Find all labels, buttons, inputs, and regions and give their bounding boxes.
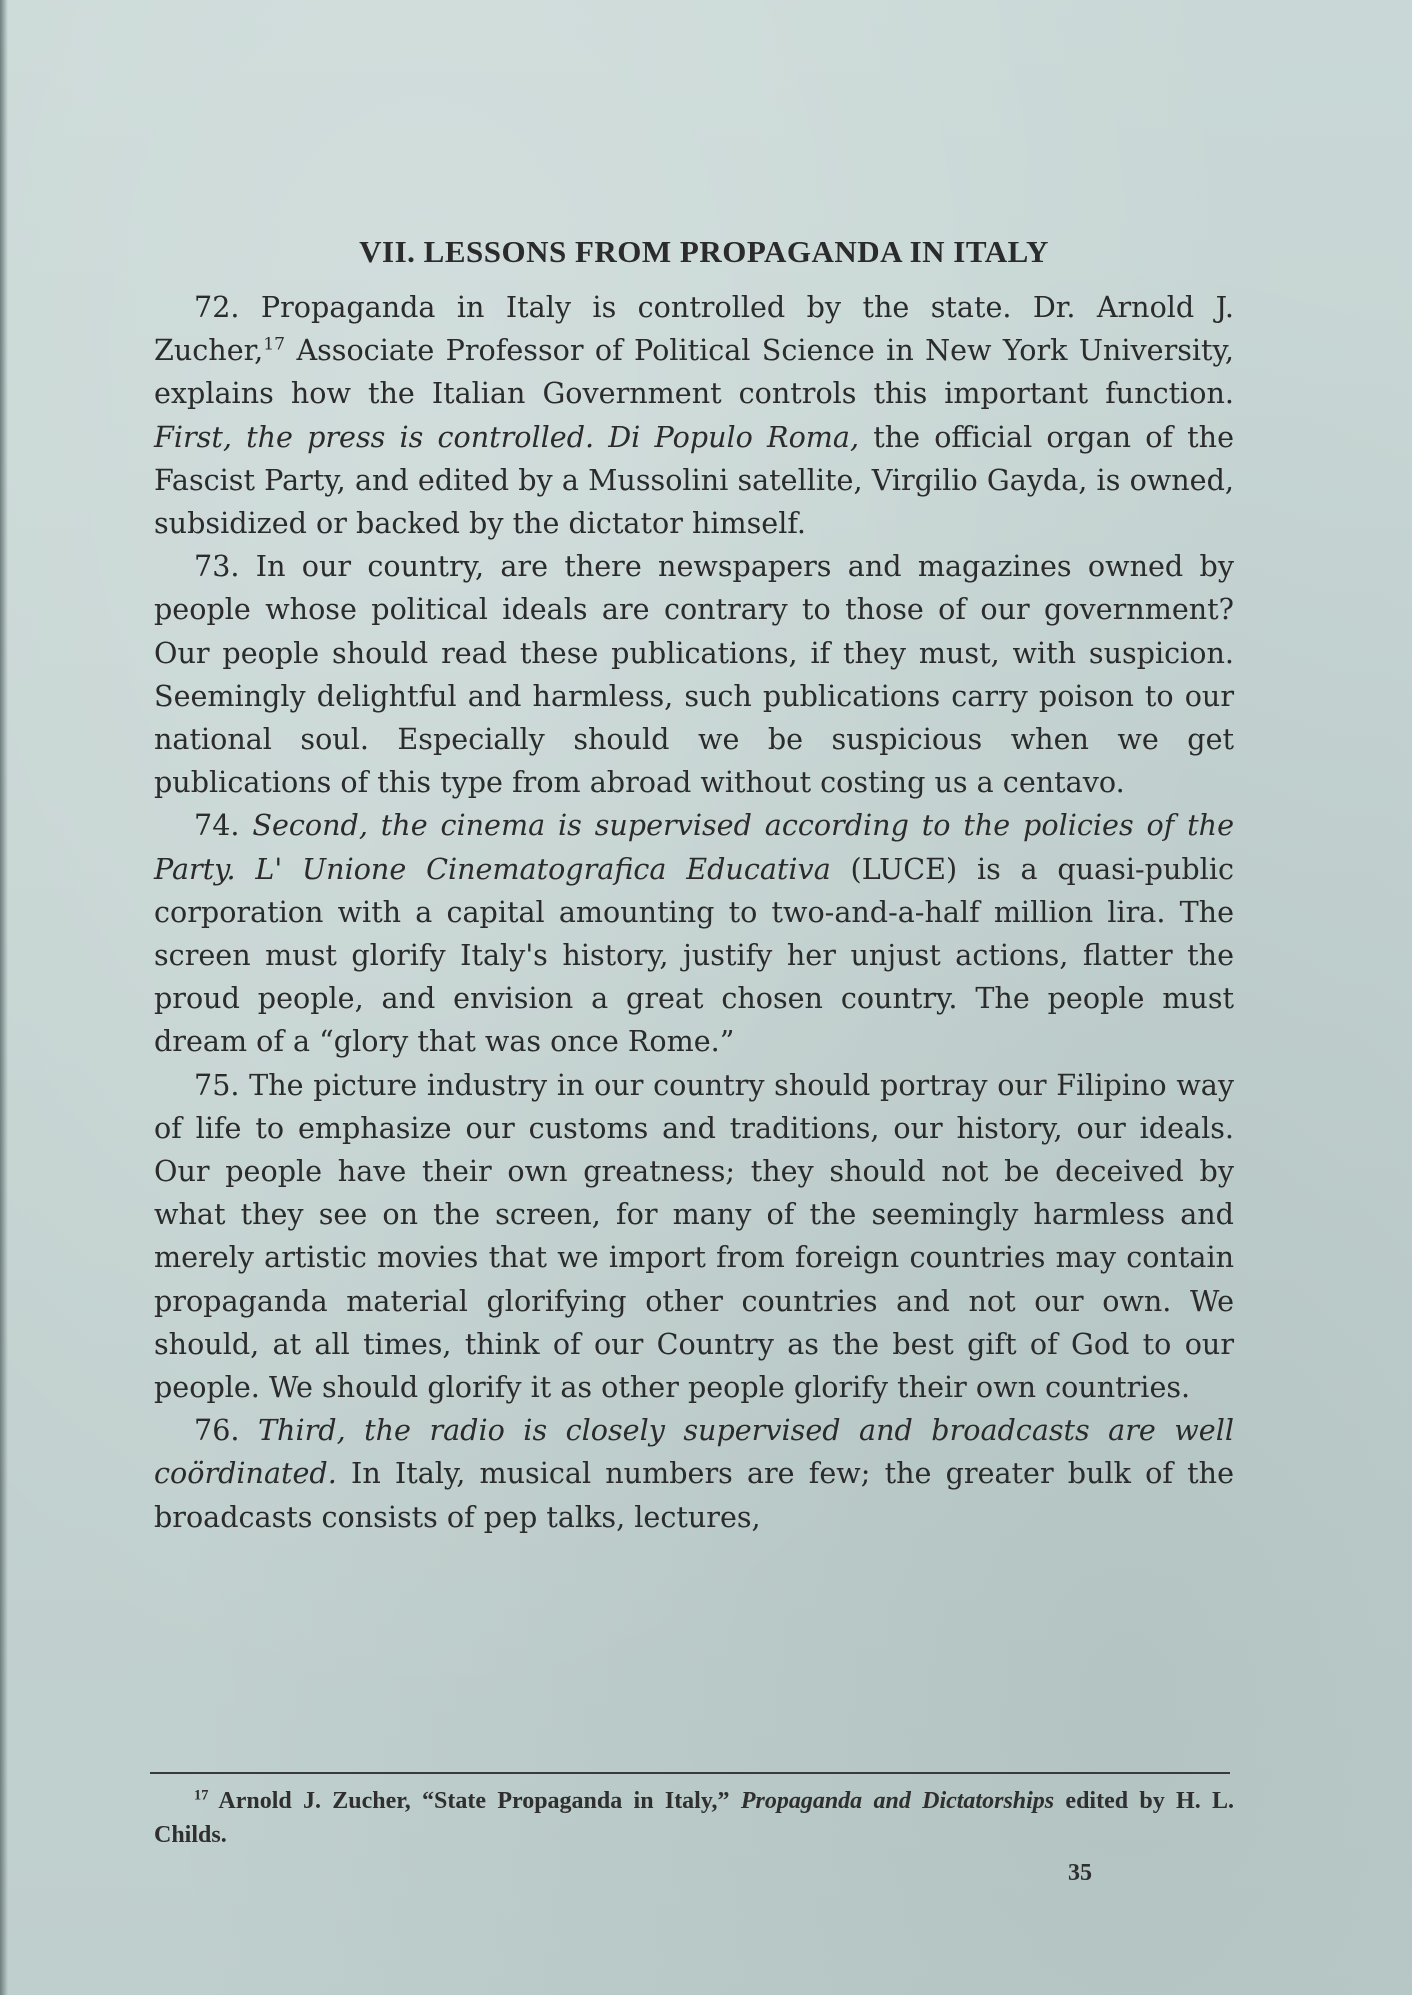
- p72-italic: First, the press is controlled. Di Populo Roma,: [154, 419, 860, 454]
- p72-lead: 72. Propaganda in Italy is controlled by the state. Dr. Arnold J. Zucher,: [154, 290, 1234, 368]
- footnote-text: Arnold J. Zucher, “State Propaganda in Italy,”: [208, 1788, 741, 1814]
- p76-italic: Third, the radio is closely supervised and broadcasts are well coördinated.: [154, 1413, 1234, 1491]
- page-number: 35: [1068, 1860, 1092, 1886]
- p72-mid: Associate Professor of Political Science in New York University, explains how the Italian Government controls this important function.: [154, 333, 1234, 411]
- footnote: [154, 1784, 1234, 1852]
- paragraph-76: [154, 1409, 1234, 1539]
- footnote-tail: edited by H. L. Childs.: [154, 1788, 1235, 1848]
- chapter-heading: VII. LESSONS FROM PROPAGANDA IN ITALY: [359, 234, 1049, 269]
- footnote-number: 17: [194, 1787, 209, 1804]
- p74-italic: Second, the cinema is supervised according to the policies of the Party. L' Unione Cinematografica Educativa: [154, 808, 1234, 886]
- p74-num: 74.: [194, 808, 253, 843]
- main-text: [154, 230, 1234, 1539]
- paragraph-74: [154, 804, 1234, 1063]
- footnote-divider: [150, 1772, 1230, 1774]
- paragraph-73: 73. In our country, are there newspapers and magazines owned by people whose political ideals are contrary to those of our government? Our people should read these publications, if they must, with suspicion. Seemingly delightful and harmless, such publications carry poison to our national soul. Especially should we be suspicious when we get publications of this type from abroad without costing us a centavo.: [154, 549, 1234, 800]
- p72-tail: the official organ of the Fascist Party, and edited by a Mussolini satellite, Virgilio Gayda, is owned, subsidized or backed by the dictator himself.: [154, 419, 1234, 541]
- p74-tail: (LUCE) is a quasi-public corporation with a capital amounting to two-and-a-half million lira. The screen must glorify Italy's history, justify her unjust actions, flatter the proud people, and envision a great chosen country. The people must dream of a “glory that was once Rome.”: [154, 851, 1234, 1059]
- paragraph-72: [154, 286, 1234, 545]
- footnote-ref-17: 17: [263, 334, 286, 355]
- paragraph-75: 75. The picture industry in our country should portray our Filipino way of life to emphasize our customs and traditions, our history, our ideals. Our people have their own greatness; they should not be deceived by what they see on the screen, for many of the seemingly harmless and merely artistic movies that we import from foreign countries may contain propaganda material glorifying other countries and not our own. We should, at all times, think of our Country as the best gift of God to our people. We should glorify it as other people glorify their own countries.: [154, 1067, 1234, 1405]
- p76-tail: In Italy, musical numbers are few; the greater bulk of the broadcasts consists of pep talks, lectures,: [154, 1456, 1234, 1534]
- footnote-italic: Propaganda and Dictatorships: [740, 1788, 1055, 1814]
- p76-num: 76.: [194, 1413, 258, 1448]
